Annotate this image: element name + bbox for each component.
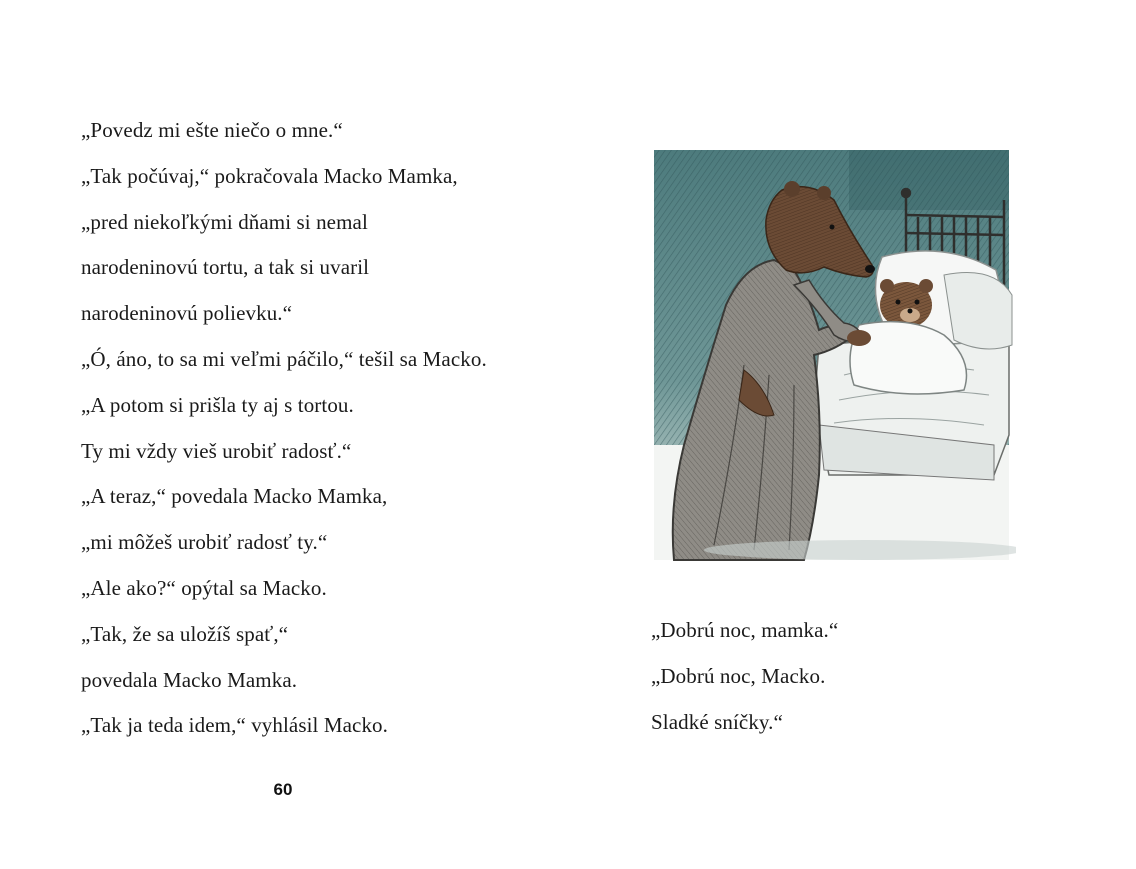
floor-shadow	[704, 540, 1016, 560]
text-line: Ty mi vždy vieš urobiť radosť.“	[81, 438, 352, 463]
text-line: „Tak ja teda idem,“ vyhlásil Macko.	[81, 713, 389, 738]
pillow-back	[944, 273, 1012, 350]
text-line: Sladké sníčky.“	[651, 709, 783, 734]
text-line: „Dobrú noc, Macko.	[651, 663, 826, 688]
text-line: „mi môžeš urobiť radosť ty.“	[81, 530, 328, 555]
text-line: „A teraz,“ povedala Macko Mamka,	[81, 484, 388, 509]
mother-bear-paw	[847, 330, 871, 346]
text-line: narodeninovú polievku.“	[81, 301, 293, 326]
text-line: „Tak, že sa uložíš spať,“	[81, 621, 289, 646]
text-line: „Dobrú noc, mamka.“	[651, 618, 839, 642]
illustration-svg	[644, 145, 1016, 575]
text-line: „Tak počúvaj,“ pokračovala Macko Mamka,	[81, 163, 458, 188]
page-number: 60	[273, 780, 293, 799]
text-line: „Ó, áno, to sa mi veľmi páčilo,“ tešil sa Macko.	[81, 346, 487, 371]
bedtime-illustration	[644, 145, 1016, 575]
text-line: „Povedz mi ešte niečo o mne.“	[81, 118, 343, 142]
little-bear	[880, 279, 933, 328]
text-line: „Ale ako?“ opýtal sa Macko.	[81, 575, 327, 600]
text-line: „pred niekoľkými dňami si nemal	[81, 209, 368, 234]
wall-corner-shadow	[849, 150, 1009, 210]
left-page-text	[81, 108, 551, 749]
right-page-text	[651, 608, 1071, 745]
text-line: narodeninovú tortu, a tak si uvaril	[81, 255, 370, 280]
text-line: „A potom si prišla ty aj s tortou.	[81, 392, 354, 417]
text-line: povedala Macko Mamka.	[81, 667, 298, 692]
